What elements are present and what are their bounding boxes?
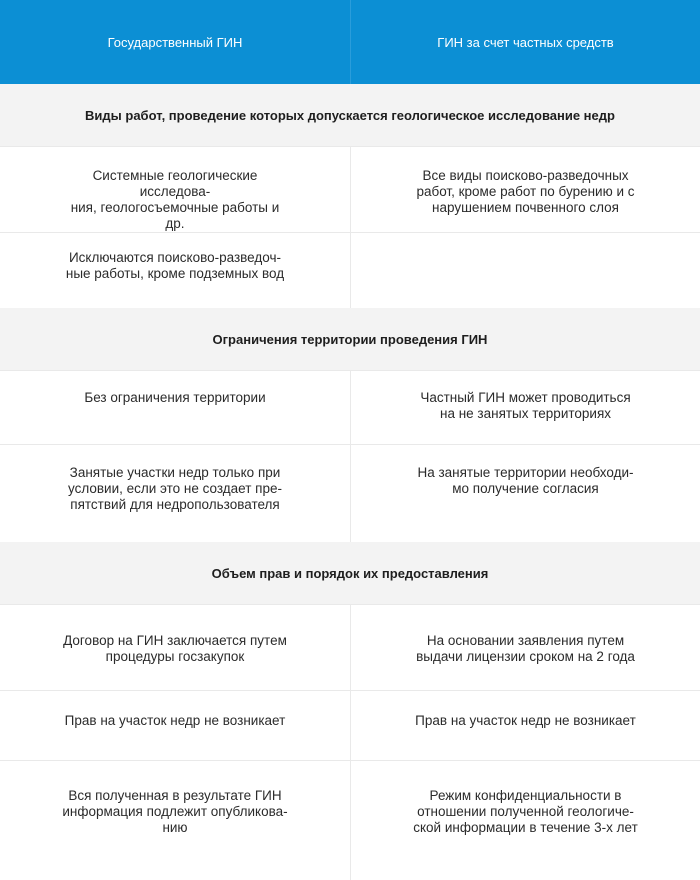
row-right-cell: На занятые территории необходи- мо получение согласия [350,445,700,542]
row-right-cell: Прав на участок недр не возникает [350,691,700,760]
table-row [0,146,700,232]
row-right-cell: Все виды поисково-разведочных работ, кроме работ по бурению и с нарушением почвенного слоя [350,147,700,232]
row-right-cell: На основании заявления путем выдачи лицензии сроком на 2 года [350,605,700,690]
row-left-cell: Без ограничения территории [84,390,266,405]
section-title: Ограничения территории проведения ГИН [0,308,700,370]
table-row [0,690,700,760]
table-row [0,760,700,880]
table-row [0,370,700,444]
row-right-cell [350,233,700,308]
section-title: Объем прав и порядок их предоставления [0,542,700,604]
table-row [0,232,700,308]
row-left-cell: Занятые участки недр только при условии, если это не создает пре- пятствий для недропользователя [67,465,283,512]
row-left-cell: Вся полученная в результате ГИН информация подлежит опубликова- нию [62,788,288,835]
row-left-cell: Исключаются поисково-разведоч- ные работы, кроме подземных вод [65,250,285,281]
row-left-cell: Системные геологические исследова- ния, геологосъемочные работы и др. [70,168,280,231]
section-title: Виды работ, проведение которых допускается геологическое исследование недр [0,84,700,146]
table-row [0,604,700,690]
row-left-cell: Прав на участок недр не возникает [64,713,286,728]
table-row [0,444,700,542]
header-state-gin: Государственный ГИН [107,34,243,50]
header-private-gin: ГИН за счет частных средств [350,0,700,84]
table-header [0,0,700,84]
row-right-cell: Частный ГИН может проводиться на не занятых территориях [350,371,700,444]
row-left-cell: Договор на ГИН заключается путем процедуры госзакупок [63,633,287,664]
row-right-cell: Режим конфиденциальности в отношении полученной геологиче- ской информации в течение 3-х лет [350,761,700,880]
